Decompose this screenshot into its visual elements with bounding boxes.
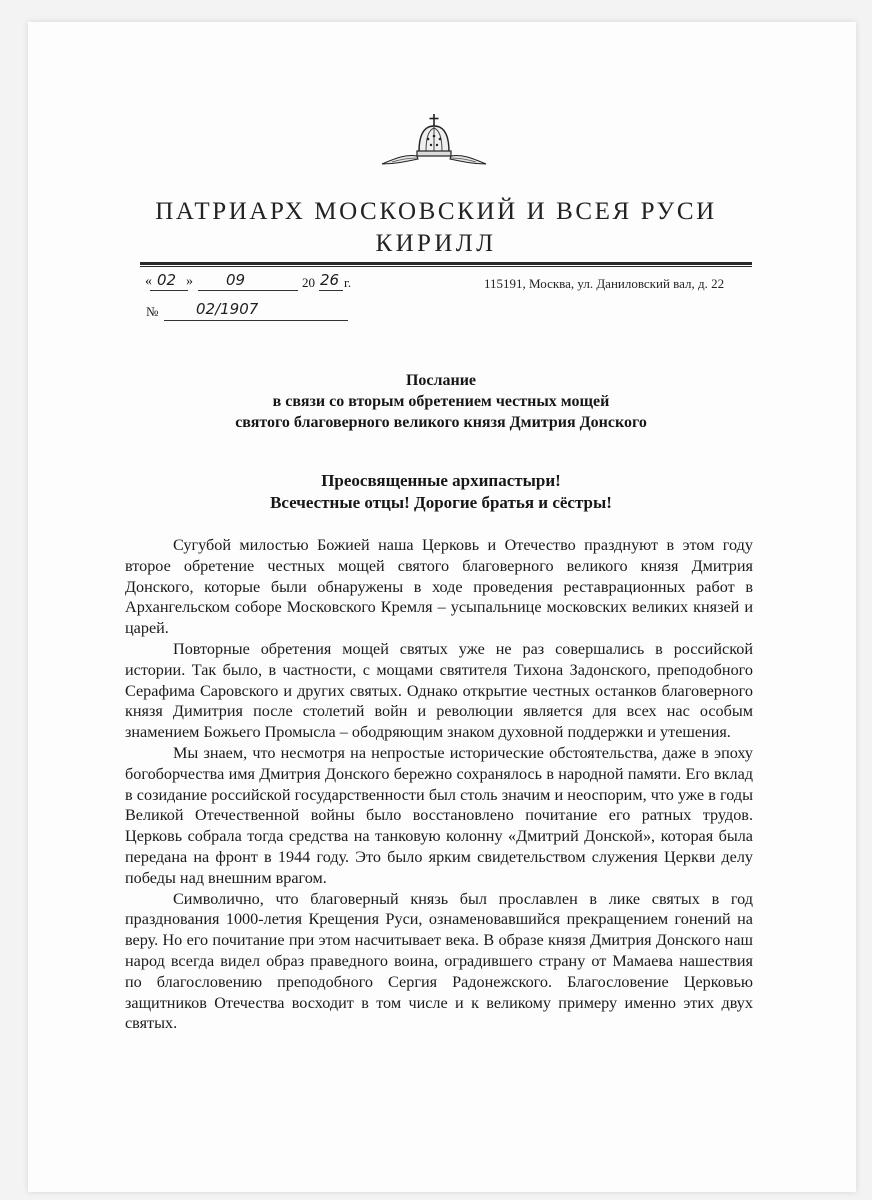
document-number: 02/1907	[196, 300, 259, 318]
number-label: №	[146, 304, 159, 319]
date-day: 02	[157, 271, 177, 289]
month-field-line	[198, 272, 298, 291]
date-year-prefix: 20	[302, 275, 315, 290]
message-body	[125, 535, 753, 1034]
office-address: 115191, Москва, ул. Даниловский вал, д. 22	[484, 276, 725, 291]
letterhead-rule-thin	[140, 266, 752, 267]
title-line-3: святого благоверного великого князя Дмитрия Донского	[235, 414, 647, 431]
date-year-unit: г.	[344, 275, 352, 290]
greeting-line-2: Всечестные отцы! Дорогие братья и сёстры!	[270, 493, 612, 512]
paragraph: Символично, что благоверный князь был прославлен в лике святых в год празднования 1000-летия Крещения Руси, ознаменовавшийся прекращением гонений на веру. Но его почитание при этом насчитывает века. В образе князя Дмитрия Донского наш народ всегда видел образ праведного воина, оградившего страну от Мамаева нашествия по благословению преподобного Сергия Радонежского. Благословение Церковью защитников Отечества восходит в том числе и к великому примеру именно этих двух святых.	[125, 889, 753, 1033]
date-month: 09	[226, 271, 246, 289]
paragraph: Повторные обретения мощей святых уже не раз совершались в российской истории. Так было, в частности, с мощами святителя Тихона Задонского, преподобного Серафима Саровского и других святых. Однако открытие честных останков благоверного князя Димитрия после столетий войн и революции является для всех нас особым знамением Божьего Промысла – ободряющим знаком духовной поддержки и утешения.	[125, 639, 753, 742]
title-line-2: в связи со вторым обретением честных мощей	[272, 393, 610, 410]
date-quote-open: «	[145, 274, 152, 289]
date-quote-close: »	[186, 274, 193, 289]
letterhead-rule-thick	[140, 262, 752, 265]
patriarch-crown-emblem-icon	[378, 112, 490, 172]
greeting-line-1: Преосвященные архипастыри!	[321, 471, 561, 490]
title-line-1: Послание	[405, 372, 477, 389]
letterhead-title: ПАТРИАРХ МОСКОВСКИЙ И ВСЕЯ РУСИ	[155, 198, 717, 225]
paragraph: Мы знаем, что несмотря на непростые исторические обстоятельства, даже в эпоху богоборчества имя Дмитрия Донского бережно сохранялось в народной памяти. Его вклад в созидание российской государственности был столь значим и неоспорим, что уже в годы Великой Отечественной войны было восстановлено почитание его ратных трудов. Церковь собрала тогда средства на танковую колонну «Дмитрий Донской», которая была передана на фронт в 1944 году. Это было ярким свидетельством служения Церкви делу победы над внешним врагом.	[125, 743, 753, 887]
greeting	[0, 470, 872, 514]
letterhead-name: КИРИЛЛ	[375, 230, 497, 257]
message-title	[0, 370, 872, 433]
paragraph: Сугубой милостью Божией наша Церковь и Отечество празднуют в этом году второе обретение честных мощей святого благоверного великого князя Дмитрия Донского, которые были обнаружены в ходе проведения реставрационных работ в Архангельском соборе Московского Кремля – усыпальнице московских великих князей и царей.	[125, 536, 753, 638]
date-year: 26	[320, 271, 340, 289]
